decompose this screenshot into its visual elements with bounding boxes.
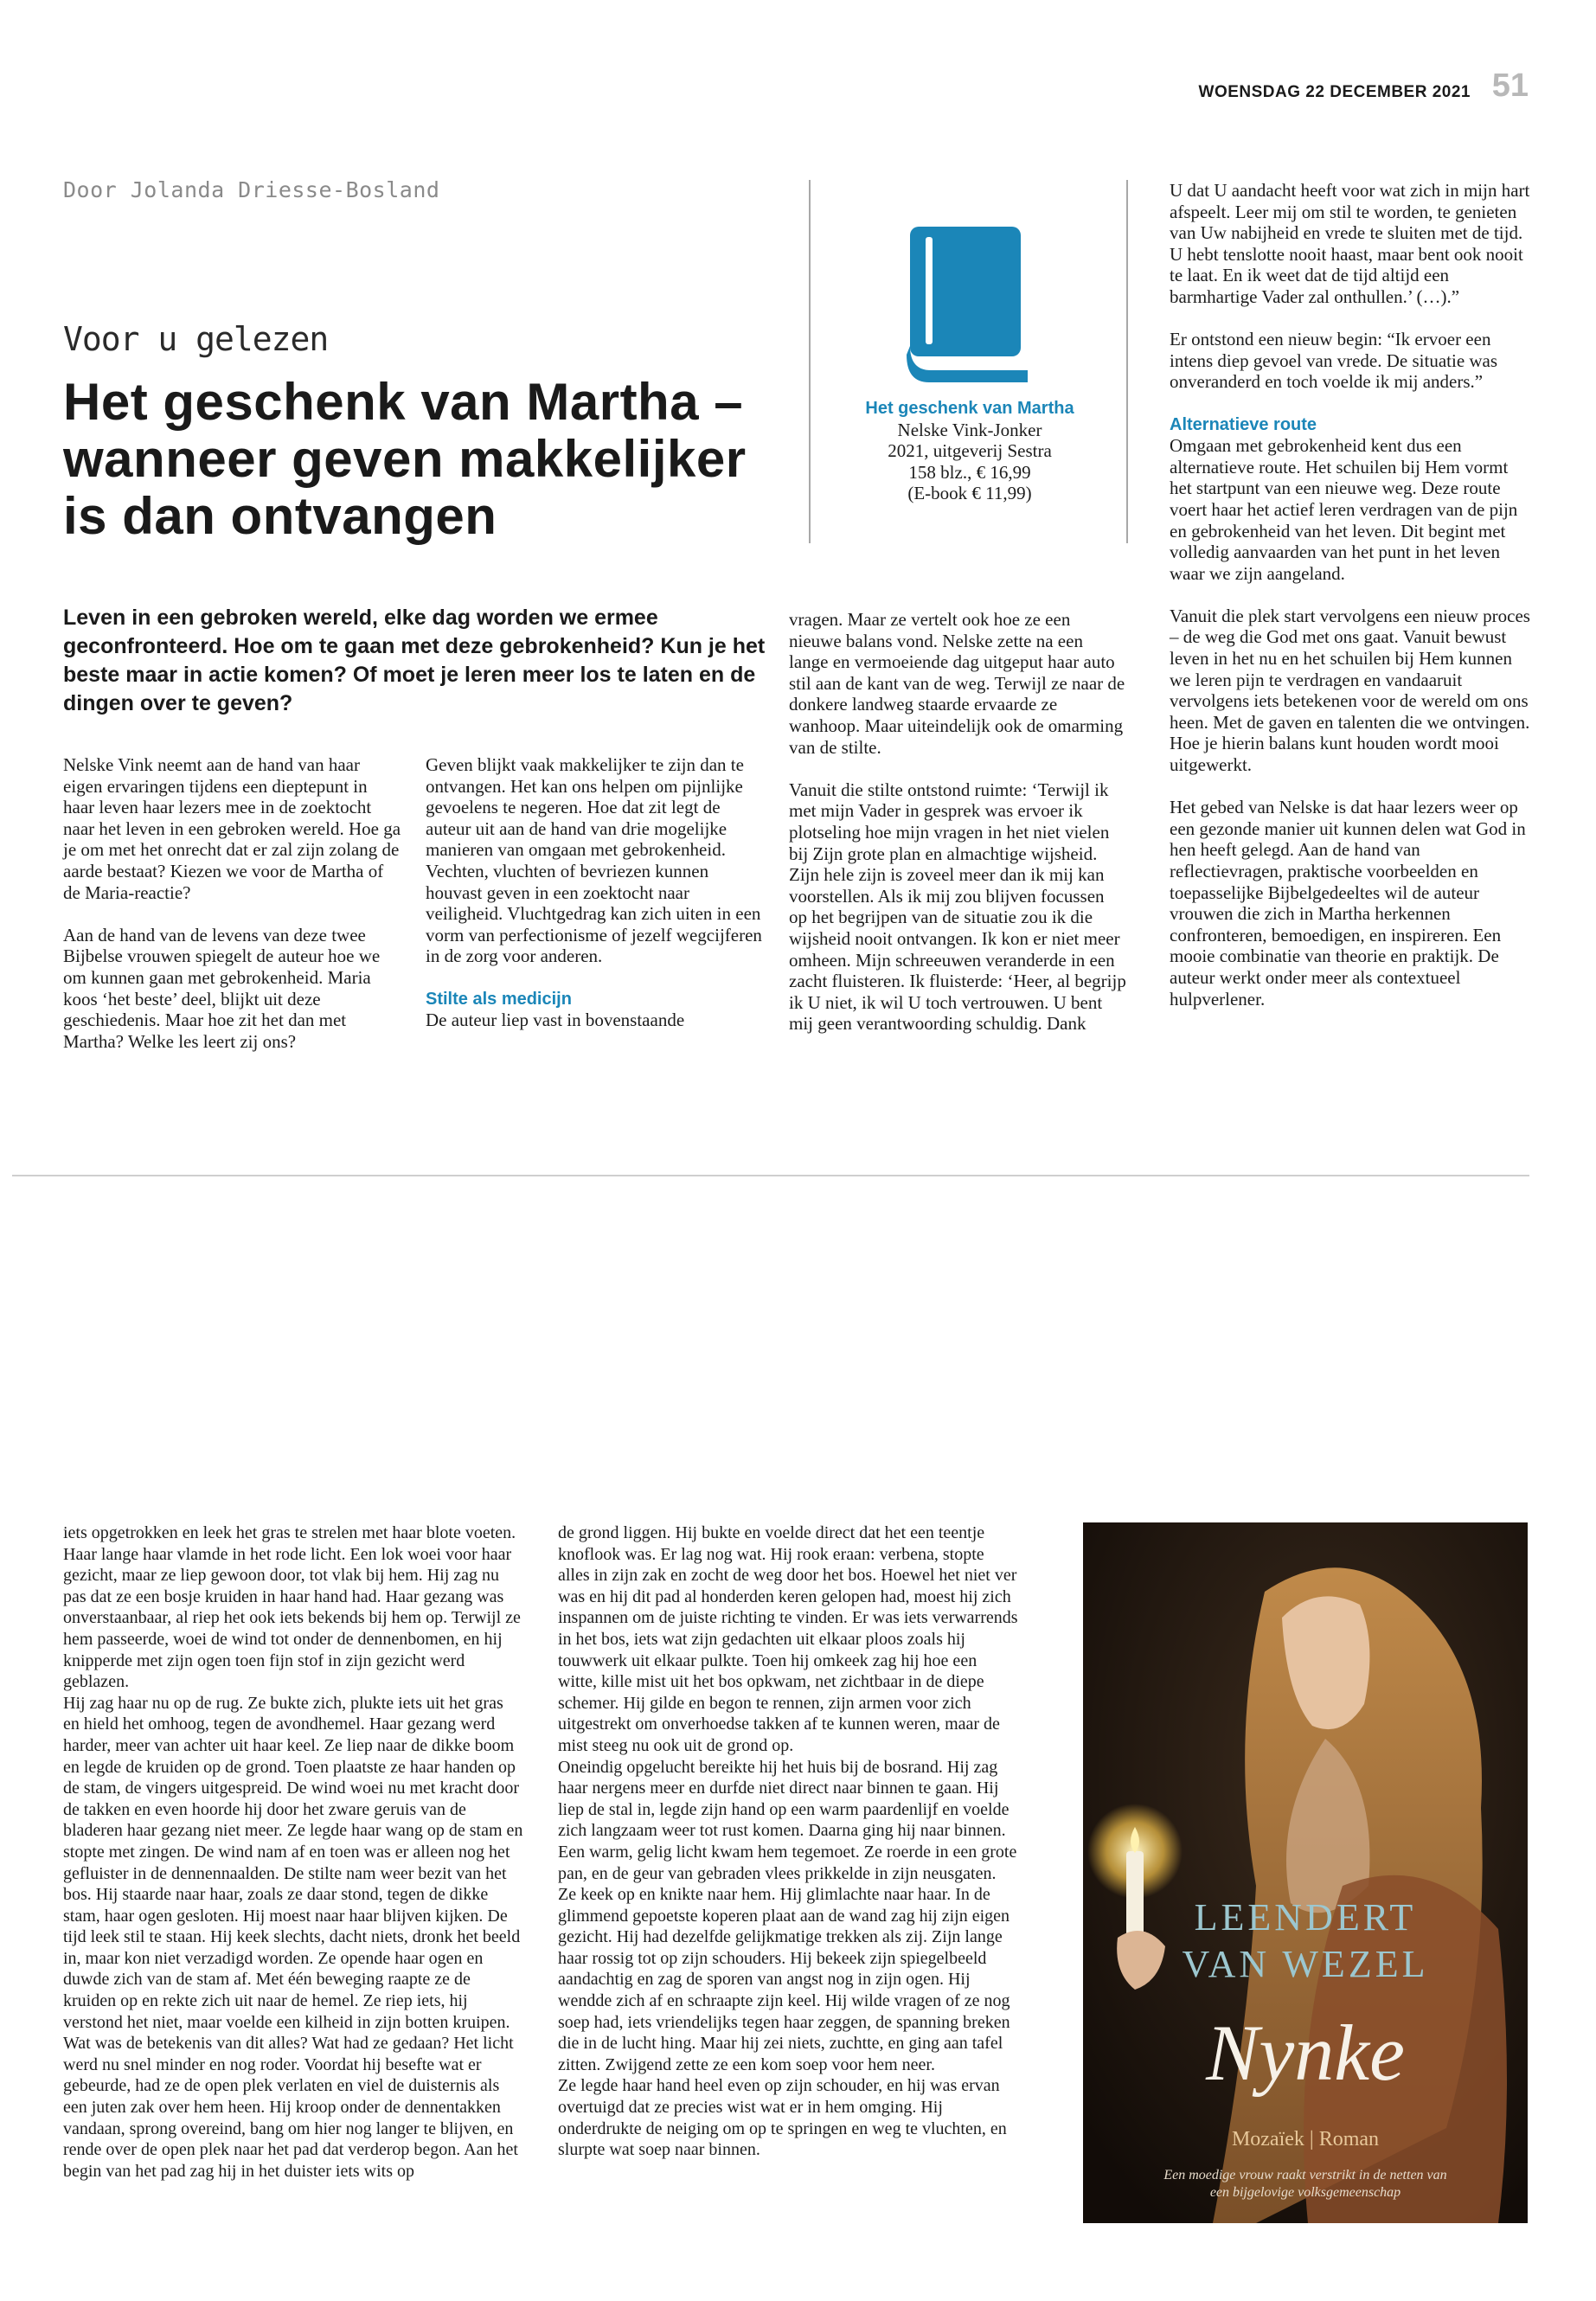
subheading: Alternatieve route xyxy=(1170,414,1317,434)
paragraph: Vanuit die plek start vervolgens een nieuw proces – de weg die God met ons gaat. Vanuit bewust leven in het nu en het schuilen bij Hem kunnen we leren pijn te verdragen en vandaaruit vervolgens iets betekenen voor de wereld om ons heen. Met de gaven en talenten die we ontvingen. Hoe je hierin balans kunt houden wordt mooi uitgewerkt. xyxy=(1170,605,1530,776)
book-info-box xyxy=(813,398,1126,504)
serial-column-1: iets opgetrokken en leek het gras te strelen met haar blote voeten. Haar lange haar vlamde in het rode licht. Een lok woei voor haar gezicht, maar ze liep gewoon door, tot vlak bij hem. Hij zag nu pas dat ze een bosje kruiden in haar hand had. Haar gezang was onverstaanbaar, al riep het ook iets bekends bij hem op. Terwijl ze hem passeerde, woei de wind tot onder de dennenbomen, en hij knipperde met zijn ogen toen fijn stof in zijn gezicht werd geblazen. Hij zag haar nu op de rug. Ze bukte zich, plukte iets uit het gras en hield het omhoog, tegen de avondhemel. Haar gezang werd harder, meer van achter uit haar keel. Ze liep naar de dikke boom en legde de kruiden op de grond. Toen plaatste ze haar handen op de stam, de vingers uitgespreid. De wind woei nu met kracht door de takken en even hoorde hij door het zware geruis van de bladeren haar gezang niet meer. Ze legde haar wang op de stam en stopte met zingen. De wind nam af en toen was er alleen nog het gefluister in de dennennaalden. De stilte nam weer bezit van het bos. Hij staarde naar haar, zoals ze daar stond, tegen de dikke stam, haar ogen gesloten. Hij moest naar haar blijven kijken. De tijd leek stil te staan. Hij keek slechts, dacht niets, dronk het beeld in, maar kon niet verzadigd worden. Ze opende haar ogen en duwde zich van de stam af. Met één beweging raapte ze de kruiden op en rekte zich uit naar de hemel. Ze riep iets, hij verstond het niet, maar voelde een kilheid in zijn botten kruipen. Wat was de betekenis van dit alles? Wat had ze gedaan? Het licht werd nu snel minder en nog roder. Voordat hij besefte wat er gebeurde, had ze de open plek verlaten en viel de duisternis als een juten zak over hem heen. Hij kroop onder de dennentakken vandaan, sprong overeind, bang om hier nog langer te blijven, en rende over de open plek naar het pad dat verderop begon. Aan het begin van het pad zag hij in het duister iets wits op xyxy=(63,1523,523,2181)
paragraph: Nelske Vink neemt aan de hand van haar eigen ervaringen tijdens een dieptepunt in haar leven haar lezers mee in de zoektocht naar het leven in een gebroken wereld. Hoe ga je om met het onrecht dat er zal zijn zolang de aarde bestaat? Kiezen we voor de Martha of de Maria-reactie? xyxy=(63,754,401,903)
cover-title: Nynke xyxy=(1206,2009,1405,2097)
cover-tagline-line: een bijgelovige volksgemeenschap xyxy=(1209,2185,1401,2200)
paragraph: vragen. Maar ze vertelt ook hoe ze een nieuwe balans vond. Nelske zette na een lange en vermoeiende dag uitgeput haar auto stil aan de kant van de weg. Terwijl ze naar de donkere landweg staarde ervaarde ze wanhoop. Maar uiteindelijk ook de omarming van de stilte. xyxy=(789,609,1125,758)
page-number: 51 xyxy=(1491,67,1529,104)
book-cover-image xyxy=(1083,1522,1528,2223)
book-icon xyxy=(907,225,1032,385)
infobox-right-rule xyxy=(1126,180,1128,543)
paragraph: Vanuit die stilte ontstond ruimte: ‘Terwijl ik met mijn Vader in gesprek was ervoer ik plotseling hoe mijn vragen in het niet vielen bij Zijn grote plan en almachtige wijsheid. Zijn hele zijn is zoveel meer dan ik mij kan voorstellen. Als ik mij zou blijven focussen op het begrijpen van de situatie zou ik die wijsheid nooit ontvangen. Ik kon er niet meer omheen. Mijn schreeuwen veranderde in een zacht fluisteren. Ik fluisterde: ‘Heer, al begrijp ik U niet, ik wil U toch vertrouwen. U bent mij geen verantwoording schuldig. Dank xyxy=(789,779,1126,1035)
cover-author xyxy=(1083,1894,1528,1988)
cover-author-line: VAN WEZEL xyxy=(1182,1943,1429,1985)
article-column-2 xyxy=(426,754,763,1052)
article-column-4 xyxy=(1170,180,1533,1031)
book-author: Nelske Vink-Jonker xyxy=(897,419,1042,440)
paragraph: Het gebed van Nelske is dat haar lezers weer op een gezonde manier uit kunnen delen wat God in hen heeft gelegd. Aan de hand van reflectievragen, praktische voorbeelden en toepasselijke Bijbelgedeeltes wil de auteur vrouwen die zich in Martha herkennen confronteren, bemoedigen, en inspireren. Een mooie combinatie van theorie en praktijk. De auteur werkt onder meer als contextueel hulpverlener. xyxy=(1170,797,1526,1009)
infobox-left-rule xyxy=(809,180,811,543)
cover-illustration xyxy=(1083,1522,1528,2223)
byline: Door Jolanda Driesse-Bosland xyxy=(63,177,440,202)
paragraph: U dat U aandacht heeft voor wat zich in mijn hart afspeelt. Leer mij om stil te worden, te genieten van Uw nabijheid en vrede te sluiten met de tijd. U hebt tenslotte nooit haast, maar bent ook nooit te laat. En ik weet dat de tijd altijd een barmhartige Vader zal onthullen.’ (…).” xyxy=(1170,180,1530,307)
serial-column-2: de grond liggen. Hij bukte en voelde direct dat het een teentje knoflook was. Er lag nog wat. Hij rook eraan: verbena, stopte alles in zijn zak en zocht de weg door het bos. Hoewel het niet ver was en hij dit pad al honderden keren gelopen had, moest hij zich inspannen om de juiste richting te vinden. Er was iets verwarrends in het bos, iets wat zijn gedachten uit elkaar ploos zoals hij touwwerk uit elkaar pulkte. Toen hij omkeek zag hij hoe een witte, kille mist uit het bos opkwam, net zichtbaar in de diepe schemer. Hij gilde en begon te rennen, zijn armen voor zich uitgestrekt om onverhoedse takken af te kunnen weren, maar de mist steeg nu ook uit de grond op. Oneindig opgelucht bereikte hij het huis bij de bosrand. Hij zag haar nergens meer en durfde niet direct naar binnen te gaan. Hij liep de stal in, legde zijn hand op een warm paardenlijf en voelde zich langzaam weer tot rust komen. Daarna ging hij naar binnen. Een warm, gelig licht kwam hem tegemoet. Ze roerde in een grote pan, en de geur van gebraden vlees prikkelde in zijn neusgaten. Ze keek op en knikte naar hem. Hij glimlachte naar haar. In de glimmend gepoetste koperen plaat aan de wand zag hij zijn eigen gezicht. Hij had dezelfde gelijkmatige trekken als zij. Zijn lange haar rossig tot op zijn schouders. Hij bekeek zijn spiegelbeeld aandachtig en zag de sporen van angst nog in zijn ogen. Hij wendde zich af en schraapte zijn keel. Hij wilde vragen of ze nog soep had, iets vriendelijks tegen haar zeggen, de spanning breken die in de lucht hing. Maar hij zei niets, zuchtte, en ging aan tafel zitten. Zwijgend zette ze een kom soep voor hem neer. Ze legde haar hand heel even op zijn schouder, en hij was ervan overtuigd dat ze precies wist wat er in hem omging. Hij onderdrukte de neiging om op te springen en weg te vluchten, en slurpte wat soep naar binnen. xyxy=(558,1523,1018,2160)
cover-tagline-line: Een moedige vrouw raakt verstrikt in de netten van xyxy=(1163,2168,1447,2182)
subheading: Stilte als medicijn xyxy=(426,989,572,1009)
book-ebook-price: (E-book € 11,99) xyxy=(907,483,1032,504)
cover-author-line: LEENDERT xyxy=(1194,1896,1417,1939)
paragraph: Er ontstond een nieuw begin: “Ik ervoer een intens diep gevoel van vrede. De situatie was onveranderd en toch voelde ik mij anders.” xyxy=(1170,329,1498,393)
issue-date: WOENSDAG 22 DECEMBER 2021 xyxy=(1198,83,1471,101)
article-column-3 xyxy=(789,609,1126,1055)
cover-publisher: Mozaïek | Roman xyxy=(1231,2128,1380,2150)
paragraph: De auteur liep vast in bovenstaande xyxy=(426,1009,685,1031)
paragraph: Omgaan met gebrokenheid kent dus een alternatieve route. Het schuilen bij Hem vormt het startpunt van een nieuwe weg. Deze route voert haar het actief leren verdragen van de pijn en gebrokenheid van het leven. Dit begint met volledig aanvaarden van het punt in het leven waar we zijn aangeland. xyxy=(1170,435,1518,584)
book-publisher: 2021, uitgeverij Sestra xyxy=(888,440,1052,462)
article-column-1 xyxy=(63,754,402,1074)
book-title: Het geschenk van Martha xyxy=(865,399,1074,418)
article-intro: Leven in een gebroken wereld, elke dag worden we ermee geconfronteerd. Hoe om te gaan met deze gebrokenheid? Kun je het beste maar in actie komen? Of moet je leren meer los te laten en de dingen over te geven? xyxy=(63,606,766,715)
article-headline: Het geschenk van Martha – wanneer geven makkelijker is dan ontvangen xyxy=(63,373,747,545)
paragraph: Aan de hand van de levens van deze twee Bijbelse vrouwen spiegelt de auteur hoe we om kunnen gaan met gebrokenheid. Maria koos ‘het beste’ deel, blijkt uit deze geschiedenis. Maar hoe zit het dan met Martha? Welke les leert zij ons? xyxy=(63,924,381,1052)
book-price: 158 blz., € 16,99 xyxy=(908,461,1031,483)
cover-tagline xyxy=(1118,2167,1493,2202)
paragraph: Geven blijkt vaak makkelijker te zijn dan te ontvangen. Het kan ons helpen om pijnlijke gevoelens te negeren. Hoe dat zit legt de auteur uit aan de hand van drie mogelijke manieren van omgaan met gebrokenheid. Vechten, vluchten of bevriezen kunnen houvast geven in een zoektocht naar veiligheid. Vluchtgedrag kan zich uiten in een vorm van perfectionisme of jezelf wegcijferen in de zorg voor anderen. xyxy=(426,754,762,967)
section-divider xyxy=(12,1175,1529,1176)
section-kicker: Voor u gelezen xyxy=(63,320,329,358)
